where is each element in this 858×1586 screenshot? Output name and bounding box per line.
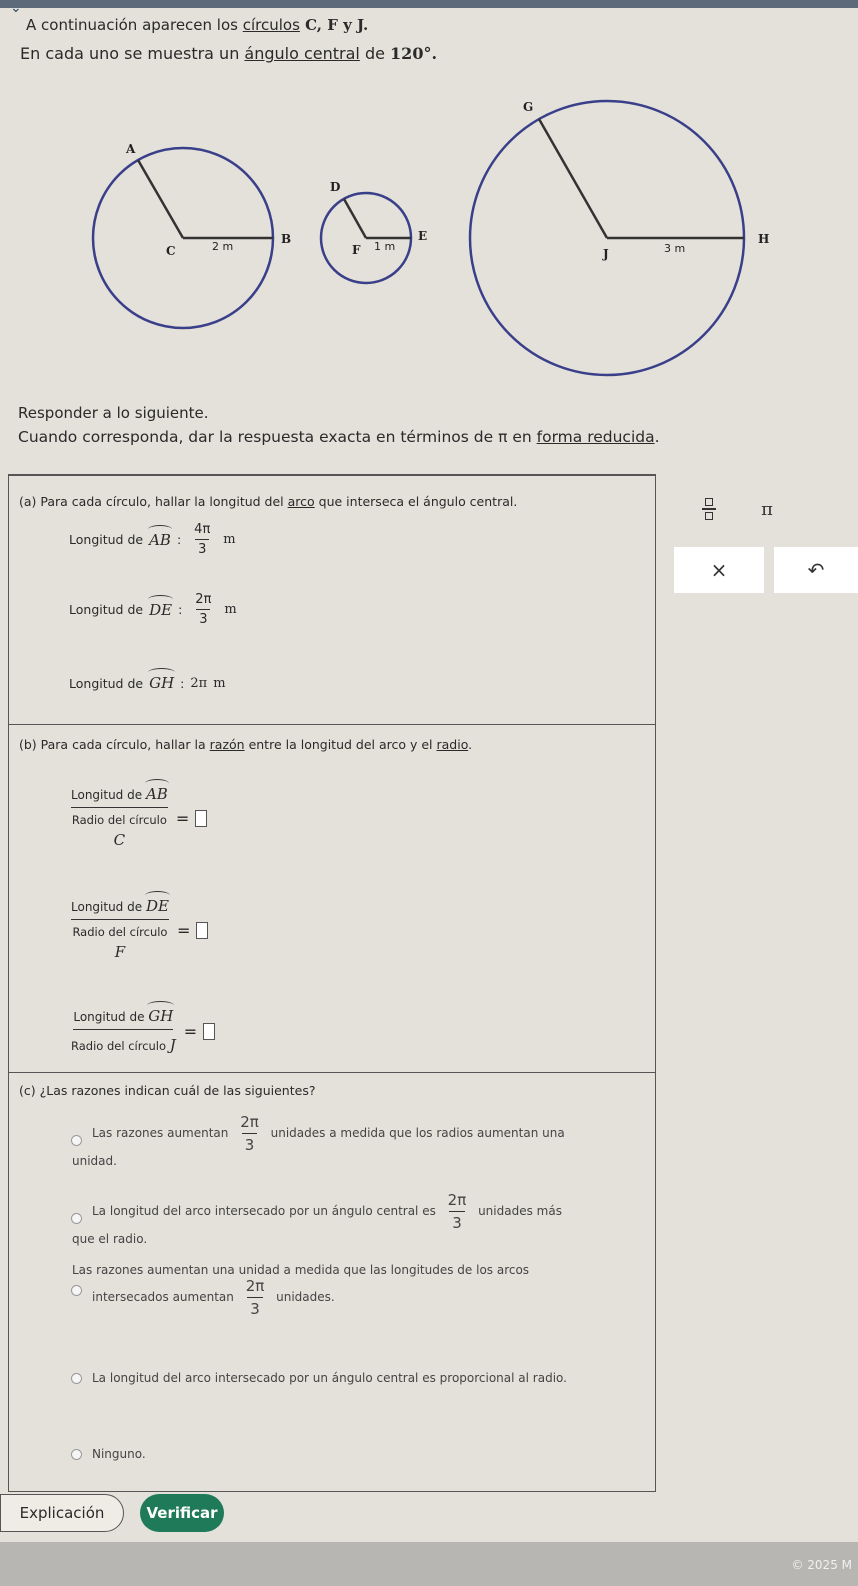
- section-b: [9, 724, 655, 1054]
- fraction-button[interactable]: [694, 494, 724, 524]
- radius-label-j: 3 m: [664, 242, 686, 255]
- radius-label-f: 1 m: [374, 240, 396, 253]
- option-4[interactable]: La longitud del arco intersecado por un ángulo central es proporcional al radio.: [71, 1371, 651, 1385]
- ratio-de: Longitud de DE Radio del círculo F =: [71, 897, 208, 964]
- radio-option-4[interactable]: [71, 1373, 82, 1384]
- section-c: [9, 1072, 655, 1461]
- label-j: J: [603, 247, 609, 261]
- pi-button[interactable]: π: [761, 498, 773, 520]
- intro-line-1: A continuación aparecen los círculos C, F y J.: [26, 16, 369, 34]
- question-b: (b) Para cada círculo, hallar la razón entre la longitud del arco y el radio.: [19, 737, 473, 752]
- label-a: A: [126, 142, 136, 156]
- bottom-bar: [0, 1542, 858, 1586]
- circles-figure: [0, 95, 858, 395]
- option-1[interactable]: Las razones aumentan $\frac{2\pi}{3}$ unidades a medida que los radios aumentan una unidad.: [72, 1113, 565, 1168]
- radius-jg: [539, 119, 607, 238]
- ratio-gh-input[interactable]: [203, 1023, 215, 1040]
- answer-ab: Longitud de AB : $\frac{4\pi}{3}$ m: [69, 522, 236, 557]
- copyright: © 2025 M: [791, 1558, 852, 1572]
- label-g: G: [523, 100, 534, 114]
- label-f: F: [352, 243, 361, 257]
- math-toolbar: [664, 474, 858, 608]
- option-3[interactable]: Las razones aumentan una unidad a medida que las longitudes de los arcos intersecados aumentan $\frac{2\pi}{3}$ unidades.: [72, 1263, 530, 1319]
- ratio-ab: Longitud de AB Radio del círculo C =: [71, 785, 207, 852]
- option-5[interactable]: Ninguno.: [71, 1447, 371, 1461]
- ratio-gh: Longitud de GH Radio del círculo J =: [71, 1007, 215, 1057]
- ratio-ab-input[interactable]: [195, 810, 207, 827]
- ratio-de-input[interactable]: [196, 922, 208, 939]
- verify-button[interactable]: Verificar: [140, 1494, 224, 1532]
- chevron-down-icon[interactable]: ⌄: [10, 0, 22, 16]
- option-2[interactable]: La longitud del arco intersecado por un ángulo central es $\frac{2\pi}{3}$ unidades más que el radio.: [72, 1191, 562, 1246]
- label-c: C: [166, 244, 176, 258]
- instruction-2: Cuando corresponda, dar la respuesta exacta en términos de π en forma reducida.: [18, 428, 660, 446]
- explanation-button[interactable]: Explicación: [0, 1494, 124, 1532]
- radio-option-2[interactable]: [71, 1213, 82, 1224]
- radius-fd: [344, 199, 366, 238]
- label-d: D: [330, 180, 341, 194]
- intro-line-2: En cada uno se muestra un ángulo central de 120°.: [20, 44, 438, 63]
- instruction-1: Responder a lo siguiente.: [18, 404, 209, 422]
- label-b: B: [281, 232, 292, 246]
- question-panel: [8, 474, 656, 1492]
- question-a: (a) Para cada círculo, hallar la longitud del arco que interseca el ángulo central.: [19, 494, 518, 509]
- label-e: E: [418, 229, 428, 243]
- label-h: H: [758, 232, 770, 246]
- radio-option-5[interactable]: [71, 1449, 82, 1460]
- radio-option-3[interactable]: [71, 1285, 82, 1296]
- answer-gh: Longitud de GH : 2π m: [69, 674, 226, 692]
- clear-button[interactable]: ×: [674, 547, 764, 593]
- radius-label-c: 2 m: [212, 240, 234, 253]
- radio-option-1[interactable]: [71, 1135, 82, 1146]
- top-strip: [0, 0, 858, 8]
- undo-button[interactable]: ↶: [774, 547, 858, 593]
- answer-de: Longitud de DE : $\frac{2\pi}{3}$ m: [69, 592, 237, 627]
- radius-ca: [138, 160, 183, 238]
- question-c: (c) ¿Las razones indican cuál de las siguientes?: [19, 1083, 316, 1098]
